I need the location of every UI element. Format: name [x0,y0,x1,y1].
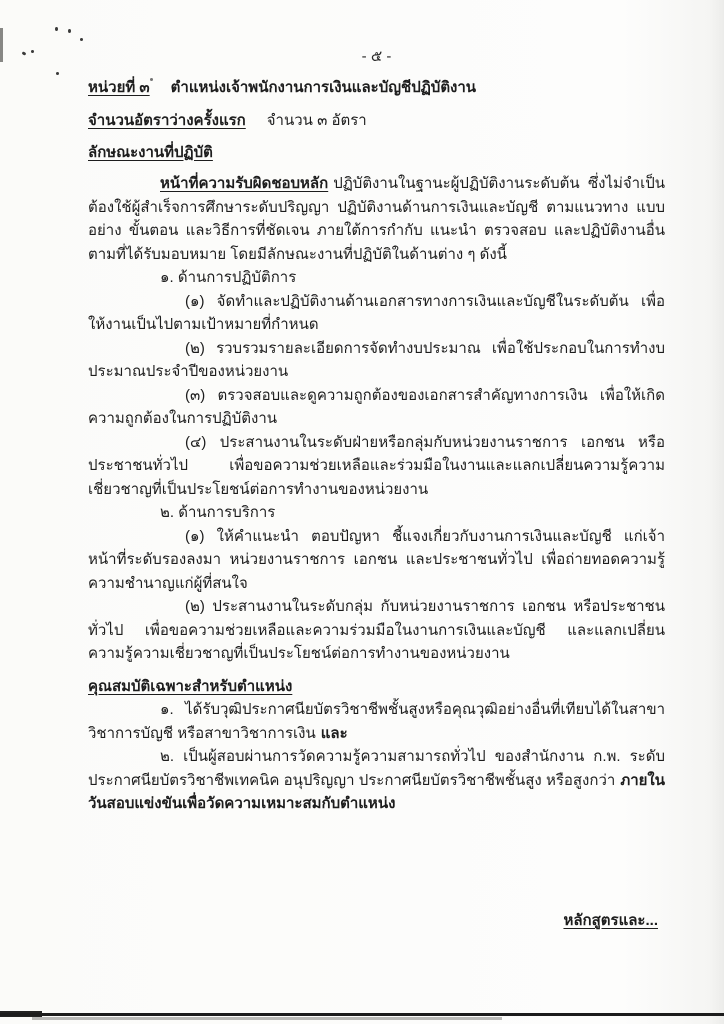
qualification-text: ๑. ได้รับวุฒิประกาศนียบัตรวิชาชีพชั้นสูงหรือคุณวุฒิอย่างอื่นที่เทียบได้ในสาขาวิชาการบัญชี หรือสาขาวิชาการเงิน [88,701,665,742]
list-item: (๒) รวบรวมรายละเอียดการจัดทำงบประมาณ เพื่อใช้ประกอบในการทำงบประมาณประจำปีของหน่วยงาน [88,339,665,380]
scan-speck [31,50,34,53]
scan-speck [22,51,27,56]
qualification-text: ๒. เป็นผู้สอบผ่านการวัดความรู้ความสามารถทั่วไป ของสำนักงาน ก.พ. ระดับประกาศนียบัตรวิชาชีพเทคนิค อนุปริญญา ประกาศนียบัตรวิชาชีพชั้นสูง หรือสูงกว่า [88,748,665,789]
scan-speck [56,72,59,75]
scan-speck [80,38,83,41]
qualification-item [88,698,665,745]
list-item: (๓) ตรวจสอบและดูความถูกต้องของเอกสารสำคัญทางการเงิน เพื่อให้เกิดความถูกต้องในการปฏิบัติงาน [88,386,665,427]
vacancy-heading [88,109,665,133]
list-item: (๔) ประสานงานในระดับฝ่ายหรือกลุ่มกับหน่วยงานราชการ เอกชน หรือประชาชนทั่วไป เพื่อขอความช่วยเหลือและร่วมมือในงานและแลกเปลี่ยนความรู้ความเชี่ยวชาญที่เป็นประโยชน์ต่อการทำงานของหน่วยงาน [88,433,665,498]
scan-edge-mark [0,28,3,62]
unit-label: หน่วยที่ ๓ [88,78,150,96]
scan-speck [68,29,71,33]
list-item: (๑) จัดทำและปฏิบัติงานด้านเอกสารทางการเงินและบัญชีในระดับต้น เพื่อให้งานเป็นไปตามเป้าหมายที่กำหนด [88,292,665,333]
scan-speck [55,27,58,31]
qualification-bold-tail: ภายในวันสอบแข่งขันเพื่อวัดความเหมาะสมกับตำแหน่ง [88,771,665,812]
page-number: - ๕ - [361,48,392,65]
scan-bottom-smudge [32,1017,502,1020]
scan-bottom-edge [0,1013,724,1016]
page-content [88,45,665,816]
intro-paragraph [88,172,665,266]
job-description-title: ลักษณะงานที่ปฏิบัติ [88,143,213,161]
list-item: (๒) ประสานงานในระดับกลุ่ม กับหน่วยงานราชการ เอกชน หรือประชาชนทั่วไป เพื่อขอความช่วยเหลือและความร่วมมือในงานการเงินและบัญชี และแลกเปลี่ยนความรู้ความเชี่ยวชาญที่เป็นประโยชน์ต่อการทำงานของหน่วยงาน [88,598,665,662]
list-item: (๑) ให้คำแนะนำ ตอบปัญหา ชี้แจงเกี่ยวกับงานการเงินและบัญชี แก่เจ้าหน้าที่ระดับรองลงมา หน่วยงานราชการ เอกชน และประชาชนทั่วไป เพื่อถ่ายทอดความรู้ ความชำนาญแก่ผู้ที่สนใจ [88,527,665,592]
vacancy-count: จำนวน ๓ อัตรา [266,112,367,129]
vacancy-label: จำนวนอัตราว่างครั้งแรก [88,112,246,129]
section-heading-operations: ๑. ด้านการปฏิบัติการ [160,269,297,286]
section-heading-service: ๒. ด้านการบริการ [160,504,276,521]
position-title: ตำแหน่งเจ้าพนักงานการเงินและบัญชีปฏิบัติงาน [170,78,477,96]
qualification-item [88,745,665,816]
intro-body: ปฏิบัติงานในฐานะผู้ปฏิบัติงานระดับต้น ซึ่งไม่จำเป็นต้องใช้ผู้สำเร็จการศึกษาระดับปริญญา ปฏิบัติงานด้านการเงินและบัญชี ตามแนวทาง แบบอย่าง ขั้นตอน และวิธีการที่ชัดเจน ภายใต้การกำกับ แนะนำ ตรวจสอบ และปฏิบัติงานอื่นตามที่ได้รับมอบหมาย โดยมีลักษณะงานที่ปฏิบัติในด้านต่าง ๆ ดังนี้ [88,175,665,263]
continuation-note: หลักสูตรและ... [563,912,658,929]
qualification-bold-tail: และ [320,724,348,742]
qualifications-title: คุณสมบัติเฉพาะสำหรับตำแหน่ง [88,677,293,695]
intro-lead: หน้าที่ความรับผิดชอบหลัก [160,175,329,192]
unit-heading [88,76,665,100]
